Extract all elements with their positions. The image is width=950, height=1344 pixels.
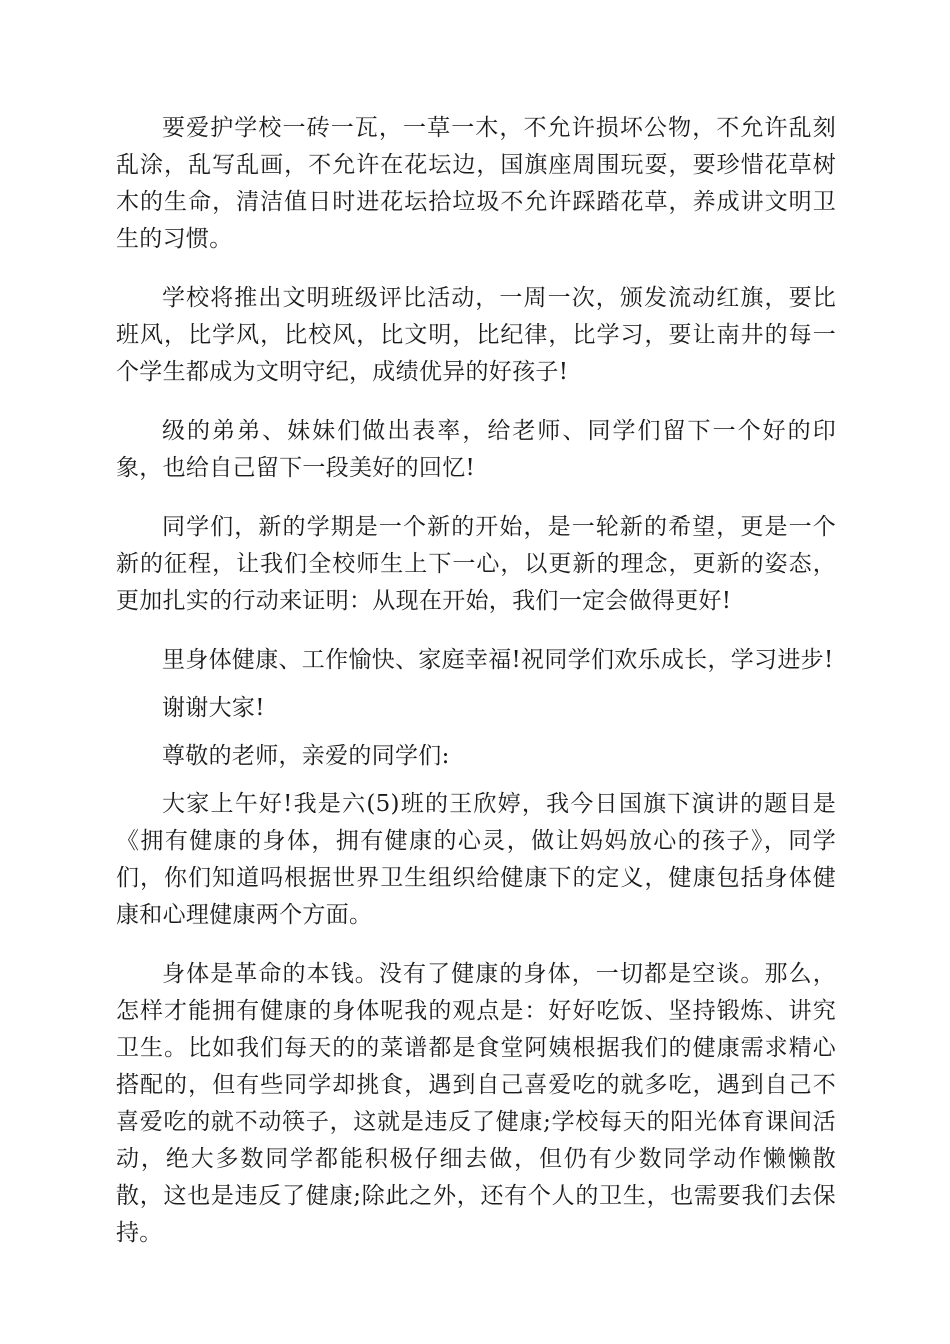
paragraph-8: 大家上午好!我是六(5)班的王欣婷，我今日国旗下演讲的题目是《拥有健康的身体，拥有健康的心灵，做让妈妈放心的孩子》，同学们，你们知道吗根据世界卫生组织给健康下的定义，健康包括身体健康和心理健康两个方面。 (116, 791, 836, 928)
paragraph-2: 学校将推出文明班级评比活动，一周一次，颁发流动红旗，要比班风，比学风，比校风，比文明，比纪律，比学习，要让南井的每一个学生都成为文明守纪，成绩优异的好孩子! (116, 285, 836, 385)
paragraph-6: 谢谢大家! (162, 695, 265, 721)
paragraph-7: 尊敬的老师，亲爱的同学们: (162, 743, 450, 769)
document-body (116, 110, 836, 1274)
paragraph-9: 身体是革命的本钱。没有了健康的身体，一切都是空谈。那么，怎样才能拥有健康的身体呢我的观点是：好好吃饭、坚持锻炼、讲究卫生。比如我们每天的的菜谱都是食堂阿姨根据我们的健康需求精心搭配的，但有些同学却挑食，遇到自己喜爱吃的就多吃，遇到自己不喜爱吃的就不动筷子，这就是违反了健康;学校每天的阳光体育课间活动，绝大多数同学都能积极仔细去做，但仍有少数同学动作懒懒散散，这也是违反了健康;除此之外，还有个人的卫生，也需要我们去保持。 (116, 961, 836, 1246)
paragraph-5: 里身体健康、工作愉快、家庭幸福!祝同学们欢乐成长，学习进步! (162, 647, 834, 673)
paragraph-1: 要爱护学校一砖一瓦，一草一木，不允许损坏公物，不允许乱刻乱涂，乱写乱画，不允许在花坛边，国旗座周围玩耍，要珍惜花草树木的生命，清洁值日时进花坛拾垃圾不允许踩踏花草，养成讲文明卫生的习惯。 (116, 115, 836, 252)
paragraph-3: 级的弟弟、妹妹们做出表率，给老师、同学们留下一个好的印象，也给自己留下一段美好的回忆! (116, 418, 836, 481)
paragraph-4: 同学们，新的学期是一个新的开始，是一轮新的希望，更是一个新的征程，让我们全校师生上下一心，以更新的理念，更新的姿态，更加扎实的行动来证明：从现在开始，我们一定会做得更好! (116, 514, 836, 614)
